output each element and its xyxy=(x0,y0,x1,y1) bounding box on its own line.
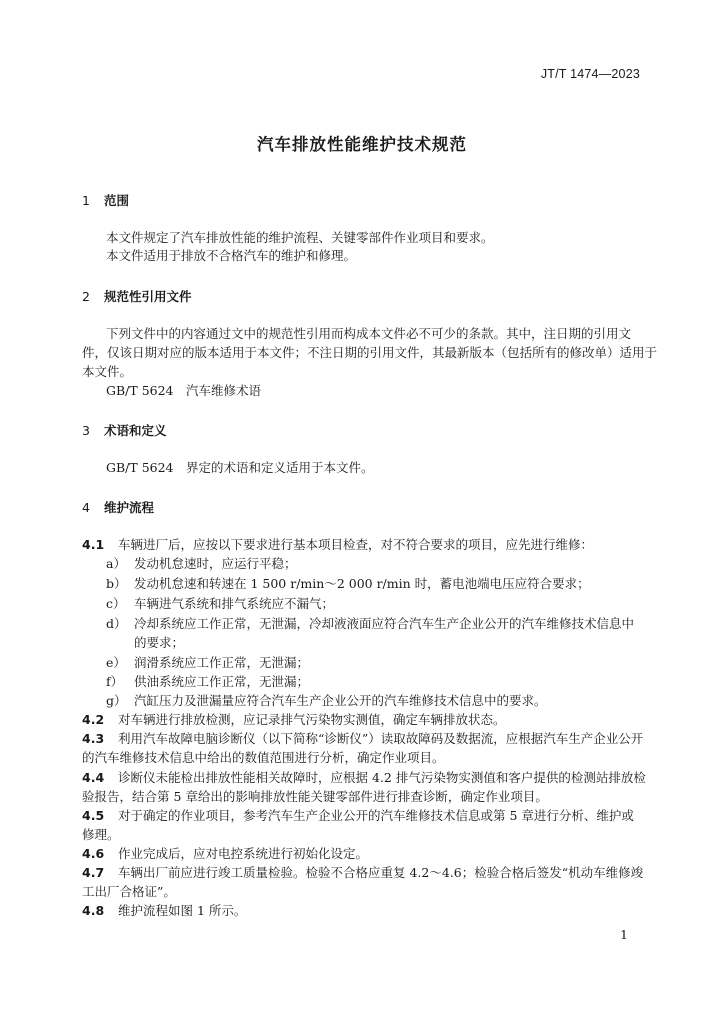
list-item-continuation: 的要求； xyxy=(134,635,185,650)
clause-text: 对车辆进行排放检测，应记录排气污染物实测值，确定车辆排放状态。 xyxy=(118,712,506,727)
list-label: d） xyxy=(106,616,127,631)
list-label: g） xyxy=(106,693,127,708)
list-item xyxy=(106,574,590,592)
list-item xyxy=(106,594,334,612)
paragraph: 本文件规定了汽车排放性能的维护流程、关键零部件作业项目和要求。 xyxy=(106,230,494,245)
section-1-heading xyxy=(82,191,129,209)
clause-4-1 xyxy=(82,535,593,553)
clause-number: 4.6 xyxy=(82,846,105,861)
clause-4-3 xyxy=(82,729,643,747)
section-title: 术语和定义 xyxy=(104,423,167,438)
paragraph-line: 本文件。 xyxy=(82,364,133,379)
clause-4-4 xyxy=(82,768,646,786)
clause-text: 利用汽车故障电脑诊断仪（以下简称“诊断仪”）读取故障码及数据流，应根据汽车生产企业公开 xyxy=(118,731,644,746)
clause-number: 4.7 xyxy=(82,865,105,880)
list-item xyxy=(106,653,309,671)
document-title: 汽车排放性能维护技术规范 xyxy=(257,135,467,154)
list-item xyxy=(106,672,309,690)
list-label: b） xyxy=(106,576,127,591)
page-number: 1 xyxy=(620,927,628,942)
paragraph: GB/T 5624 界定的术语和定义适用于本文件。 xyxy=(106,460,374,475)
clause-continuation: 的汽车维修技术信息中给出的数值范围进行分析，确定作业项目。 xyxy=(82,750,445,765)
section-number: 3 xyxy=(82,423,90,438)
list-label: c） xyxy=(106,596,126,611)
section-2-heading xyxy=(82,287,192,305)
clause-continuation: 验报告，结合第 5 章给出的影响排放性能关键零部件进行排查诊断，确定作业项目。 xyxy=(82,789,548,804)
list-label: f） xyxy=(106,674,124,689)
list-label: e） xyxy=(106,655,126,670)
clause-text: 车辆进厂后，应按以下要求进行基本项目检查，对不符合要求的项目，应先进行维修： xyxy=(118,537,594,552)
clause-continuation: 工出厂合格证”。 xyxy=(82,884,176,899)
list-item xyxy=(106,554,297,572)
paragraph-line: 件，仅该日期对应的版本适用于本文件；不注日期的引用文件，其最新版本（包括所有的修改单）适用于 xyxy=(82,345,658,360)
clause-4-2 xyxy=(82,710,506,728)
list-text: 发动机怠速和转速在 1 500 r/min～2 000 r/min 时，蓄电池端电压应符合要求； xyxy=(134,576,590,591)
clause-number: 4.2 xyxy=(82,712,105,727)
list-text: 车辆进气系统和排气系统应不漏气； xyxy=(134,596,335,611)
list-text: 供油系统应工作正常，无泄漏； xyxy=(134,674,310,689)
clause-4-6 xyxy=(82,844,368,862)
list-item xyxy=(106,614,634,632)
clause-continuation: 修理。 xyxy=(82,827,120,842)
section-title: 范围 xyxy=(104,193,130,208)
clause-text: 车辆出厂前应进行竣工质量检验。检验不合格应重复 4.2～4.6；检验合格后签发“机动车维修竣 xyxy=(118,865,644,880)
list-text: 冷却系统应工作正常，无泄漏，冷却液液面应符合汽车生产企业公开的汽车维修技术信息中 xyxy=(134,616,635,631)
section-title: 维护流程 xyxy=(104,500,155,515)
clause-text: 作业完成后，应对电控系统进行初始化设定。 xyxy=(118,846,369,861)
section-3-heading xyxy=(82,421,167,439)
clause-text: 维护流程如图 1 所示。 xyxy=(118,903,247,918)
paragraph-line: 下列文件中的内容通过文中的规范性引用而构成本文件必不可少的条款。其中，注日期的引用文 xyxy=(106,326,632,341)
standard-code: JT/T 1474—2023 xyxy=(540,67,640,81)
clause-number: 4.8 xyxy=(82,903,105,918)
section-title: 规范性引用文件 xyxy=(104,289,192,304)
list-label: a） xyxy=(106,556,126,571)
section-4-heading xyxy=(82,498,154,516)
reference-item: GB/T 5624 汽车维修术语 xyxy=(106,383,262,398)
clause-4-8 xyxy=(82,901,246,919)
clause-4-5 xyxy=(82,806,634,824)
section-number: 1 xyxy=(82,193,90,208)
clause-number: 4.4 xyxy=(82,770,105,785)
section-number: 4 xyxy=(82,500,90,515)
list-text: 润滑系统应工作正常，无泄漏； xyxy=(134,655,310,670)
clause-number: 4.1 xyxy=(82,537,105,552)
list-text: 发动机怠速时，应运行平稳； xyxy=(134,556,297,571)
clause-number: 4.3 xyxy=(82,731,105,746)
list-text: 汽缸压力及泄漏量应符合汽车生产企业公开的汽车维修技术信息中的要求。 xyxy=(134,693,547,708)
section-number: 2 xyxy=(82,289,90,304)
clause-number: 4.5 xyxy=(82,808,105,823)
clause-text: 诊断仪未能检出排放性能相关故障时，应根据 4.2 排气污染物实测值和客户提供的检测站排放检 xyxy=(118,770,646,785)
list-item xyxy=(106,691,547,709)
paragraph: 本文件适用于排放不合格汽车的维护和修理。 xyxy=(106,248,357,263)
clause-text: 对于确定的作业项目，参考汽车生产企业公开的汽车维修技术信息或第 5 章进行分析、维护或 xyxy=(118,808,634,823)
clause-4-7 xyxy=(82,863,643,881)
